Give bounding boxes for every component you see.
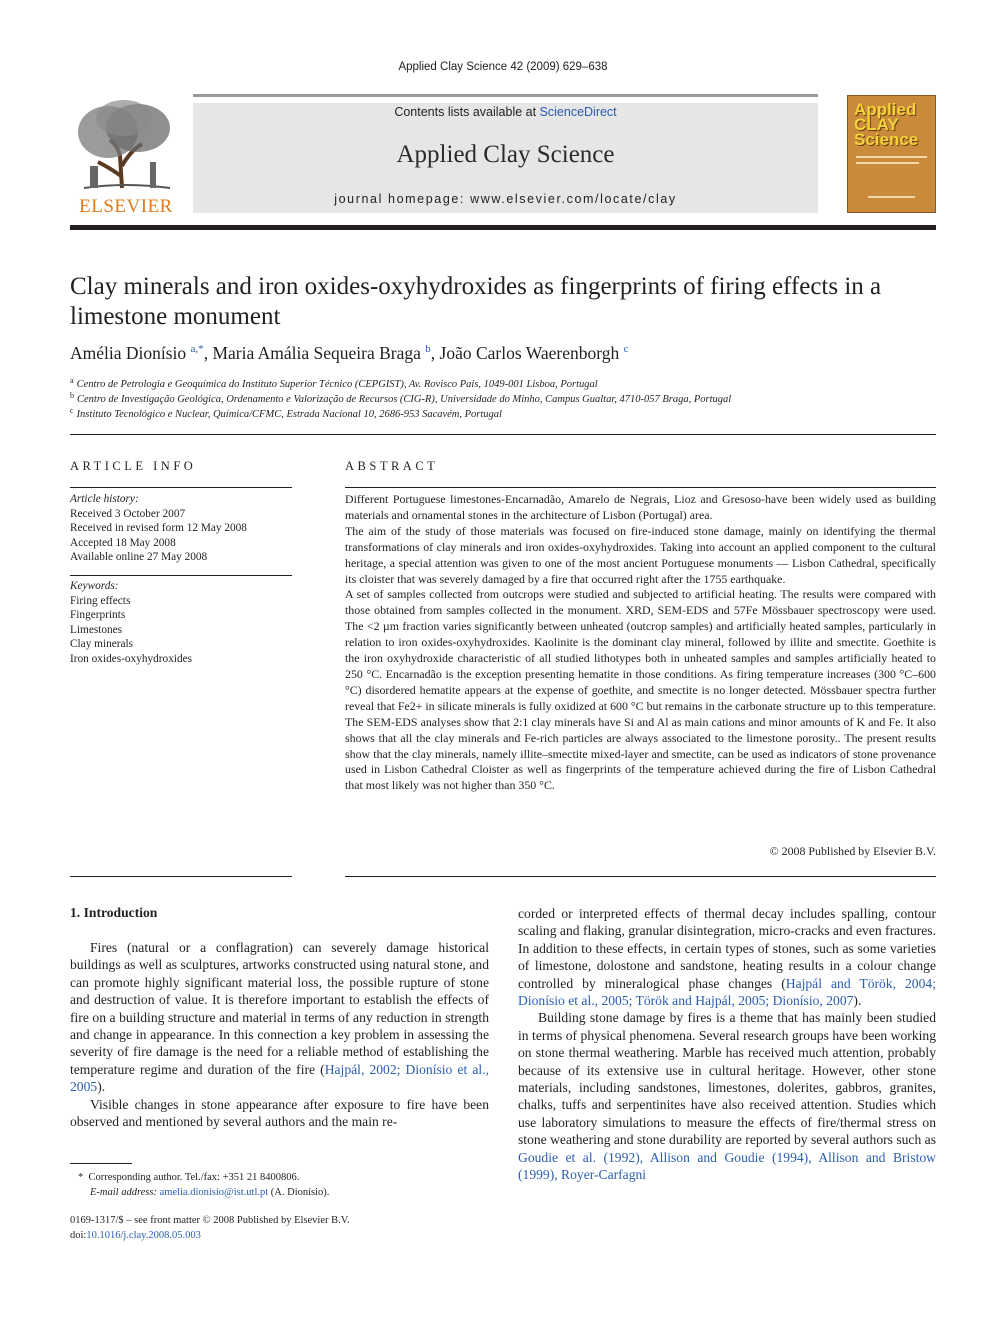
- abstract-paragraph: Different Portuguese limestones-Encarnadão, Amarelo de Negrais, Lioz and Gresoso-have been widely used as building materials and ornamental stones in the architecture of Lisbon (Portugal) area.: [345, 492, 936, 522]
- keywords: [70, 579, 292, 666]
- body-paragraph: Visible changes in stone appearance after exposure to fire have been observed and mentioned by several authors and the main re-: [70, 1096, 489, 1130]
- affiliation-text: Instituto Tecnológico e Nuclear, Química/CFMC, Estrada Nacional 10, 2686-953 Sacavém, Portugal: [76, 409, 502, 420]
- doi-link[interactable]: 10.1016/j.clay.2008.05.003: [86, 1230, 201, 1241]
- corresponding-text: Corresponding author. Tel./fax: +351 21 8400806.: [88, 1172, 300, 1183]
- journal-homepage[interactable]: journal homepage: www.elsevier.com/locate/clay: [334, 192, 677, 206]
- keywords-label: Keywords:: [70, 580, 119, 592]
- issn-line: 0169-1317/$ – see front matter © 2008 Published by Elsevier B.V.: [70, 1215, 350, 1226]
- affiliation: [70, 376, 936, 390]
- cover-line: [868, 196, 915, 198]
- history-item: Accepted 18 May 2008: [70, 536, 176, 549]
- sciencedirect-link[interactable]: ScienceDirect: [539, 105, 617, 119]
- affiliation: [70, 406, 936, 420]
- citation-link[interactable]: Hajpál and Török, 2004; Dionísio et al., 2005; Török and Hajpál, 2005; Dionísio, 2007: [518, 975, 936, 1009]
- banner-top-rule: [193, 94, 818, 97]
- abstract-paragraph: A set of samples collected from outcrops were studied and subjected to artificial heating. The results were compared with those obtained from samples collected in the monument. XRD, SEM-EDS and 57Fe Mössbauer spectroscopy were used. The <2 µm fraction varies significantly between unheated (outcrop samples) and artificially heated samples, particularly in relation to iron oxides-oxyhydroxides. Kaolinite is the dominant clay mineral, followed by illite and smectite. Goethite is the iron oxyhydroxide characteristic of all studied lithotypes both in unheated samples and samples artificially heated to 250 °C. Encarnadão is the exception presenting hematite in those conditions. As firing temperature increases (300 °C–600 °C) disordered hematite appears at the expense of goethite, and smectite is no longer detected. Mössbauer spectra further reveal that Fe2+ in silicate minerals is fully oxidized at 600 °C but remains in the carbonate structure up to this temperature. The SEM-EDS analyses show that 2:1 clay minerals have Si and Al as main cations and minor amounts of K and Fe. It also shows that all the clay minerals and Fe-rich particles are always associated to the limestone porosity.. The present results show that the clay minerals, namely illite–smectite mixed-layer and smectite, can be used as indicators of stone provenance used in Lisbon Cathedral Cloister as well as fingerprints of the temperature achieved during the fire of Lisbon Cathedral that most likely was not higher than 350 °C.: [345, 587, 936, 793]
- elsevier-logo[interactable]: [70, 96, 182, 217]
- citation-link[interactable]: Goudie et al. (1992), Allison and Goudie (1994), Allison and Bristow (1999), Royer-Carfagni: [518, 1149, 936, 1183]
- author-affiliation-mark[interactable]: b: [425, 343, 431, 355]
- history-label: Article history:: [70, 493, 139, 505]
- abstract-heading: ABSTRACT: [345, 459, 439, 473]
- abstract-paragraph: The aim of the study of those materials was focused on fire-induced stone damage, mainly on identifying the thermal transformations of clay minerals and iron oxides-oxyhydroxides. Taking into account an applied component to the cultural heritage, a special attention was given to one of the most ancient Portuguese monuments — Lisbon Cathedral, specifically its cloister that was severely damaged by a fire that occurred right after the 1755 earthquake.: [345, 523, 936, 586]
- article-title: Clay minerals and iron oxides-oxyhydroxides as fingerprints of firing effects in a limestone monument: [70, 273, 882, 330]
- email-suffix: (A. Dionísio).: [268, 1187, 330, 1198]
- cover-line: [856, 156, 927, 158]
- keyword: Fingerprints: [70, 609, 126, 621]
- affiliation-mark: c: [70, 406, 74, 415]
- affiliation-text: Centro de Investigação Geológica, Ordenamento e Valorização de Recursos (CIG-R), Universidade do Minho, Campus Gualtar, 4710-057 Braga, Portugal: [77, 394, 732, 405]
- author-name: Amélia Dionísio: [70, 343, 187, 363]
- article-info-rule: [70, 487, 292, 488]
- abstract-copyright: © 2008 Published by Elsevier B.V.: [769, 844, 936, 858]
- body-paragraph: Fires (natural or a conflagration) can severely damage historical buildings as well as sculptures, artworks constructed using natural stone, and can promote highly significant material loss, the possible rupture of stone and destruction of value. It is therefore important to establish the effects of fire on a building structure and material in terms of any reduction in strength and change in appearance. In this connection a key problem in assessing the severity of fire damage is the need for a reliable method of establishing the temperature regime and duration of the fire (Hajpál, 2002; Dionísio et al., 2005).: [70, 940, 489, 1095]
- contents-prefix: Contents lists available at: [394, 105, 540, 119]
- journal-name: Applied Clay Science: [396, 141, 615, 168]
- author-list: [70, 343, 936, 364]
- left-column: [70, 939, 489, 1130]
- citation-link[interactable]: Hajpál, 2002; Dionísio et al., 2005: [70, 1061, 489, 1095]
- article-info-heading: ARTICLE INFO: [70, 459, 197, 473]
- body-paragraph: Building stone damage by fires is a theme that has mainly been studied in terms of physical phenomena. Several research groups have been working on stone thermal weathering. Marble has received much attention, probably because of its extensive use in cultural heritage. However, other stone materials, including sandstones, limestones, dolerites, gabbros, granites, chalks, tuffs and serpentinites have also received attention. Studies which use laboratory simulations to measure the effects of fire/thermal stress on stone weathering and stone durability are reported by several authors such as Goudie et al. (1992), Allison and Goudie (1994), Allison and Bristow (1999), Royer-Carfagni: [518, 1010, 936, 1183]
- affiliation: [70, 391, 936, 405]
- abstract-rule: [345, 487, 936, 488]
- email-link[interactable]: amelia.dionisio@ist.utl.pt: [159, 1187, 269, 1198]
- body-paragraph: corded or interpreted effects of thermal decay includes spalling, contour scaling and flaking, granular disintegration, micro-cracks and even fractures. In addition to these effects, in certain types of stones, such as some varieties of limestone, dolostone and sandstone, heating results in a colour change controlled by mineralogical phase changes (Hajpál and Török, 2004; Dionísio et al., 2005; Török and Hajpál, 2005; Dionísio, 2007).: [518, 906, 936, 1009]
- journal-cover[interactable]: [847, 95, 936, 213]
- history-item: Received in revised form 12 May 2008: [70, 522, 247, 534]
- publisher-name: ELSEVIER: [79, 196, 173, 217]
- cover-title: Applied CLAY Science: [854, 100, 919, 149]
- author-name: João Carlos Waerenborgh: [439, 343, 620, 363]
- affiliation-mark: b: [70, 391, 74, 400]
- article-info-rule: [70, 575, 292, 576]
- contents-availability: [193, 105, 818, 119]
- author-affiliation-mark[interactable]: c: [623, 343, 629, 355]
- abstract-body: [345, 492, 936, 794]
- affiliation-mark: a: [70, 376, 74, 385]
- footnote-rule: [70, 1163, 132, 1164]
- title-block-rule: [70, 434, 936, 435]
- keyword: Clay minerals: [70, 638, 134, 650]
- affiliation-text: Centro de Petrologia e Geoquímica do Instituto Superior Técnico (CEPGIST), Av. Rovisco Pais, 1049-001 Lisboa, Portugal: [76, 379, 598, 390]
- author-separator: ,: [430, 343, 440, 363]
- introduction-heading: 1. Introduction: [70, 905, 158, 920]
- history-item: Received 3 October 2007: [70, 507, 186, 520]
- section-rule: [70, 876, 292, 877]
- cover-line: [856, 162, 919, 164]
- section-rule: [345, 876, 936, 877]
- journal-citation: Applied Clay Science 42 (2009) 629–638: [398, 61, 608, 73]
- keyword: Limestones: [70, 623, 123, 636]
- author-name: Maria Amália Sequeira Braga: [212, 343, 421, 363]
- header-rule: [70, 225, 936, 230]
- author-separator: ,: [203, 343, 213, 363]
- keyword: Firing effects: [70, 594, 131, 607]
- asterisk-icon: *: [78, 1172, 89, 1183]
- author-affiliation-mark[interactable]: a,*: [190, 343, 204, 355]
- history-item: Available online 27 May 2008: [70, 551, 208, 563]
- right-column: [518, 905, 936, 1184]
- doi-line: [70, 1228, 490, 1243]
- doi-label: doi:: [70, 1230, 87, 1241]
- email-label: E-mail address:: [90, 1187, 157, 1198]
- article-history: [70, 492, 292, 565]
- keyword: Iron oxides-oxyhydroxides: [70, 652, 193, 665]
- corresponding-author-note: [78, 1170, 498, 1200]
